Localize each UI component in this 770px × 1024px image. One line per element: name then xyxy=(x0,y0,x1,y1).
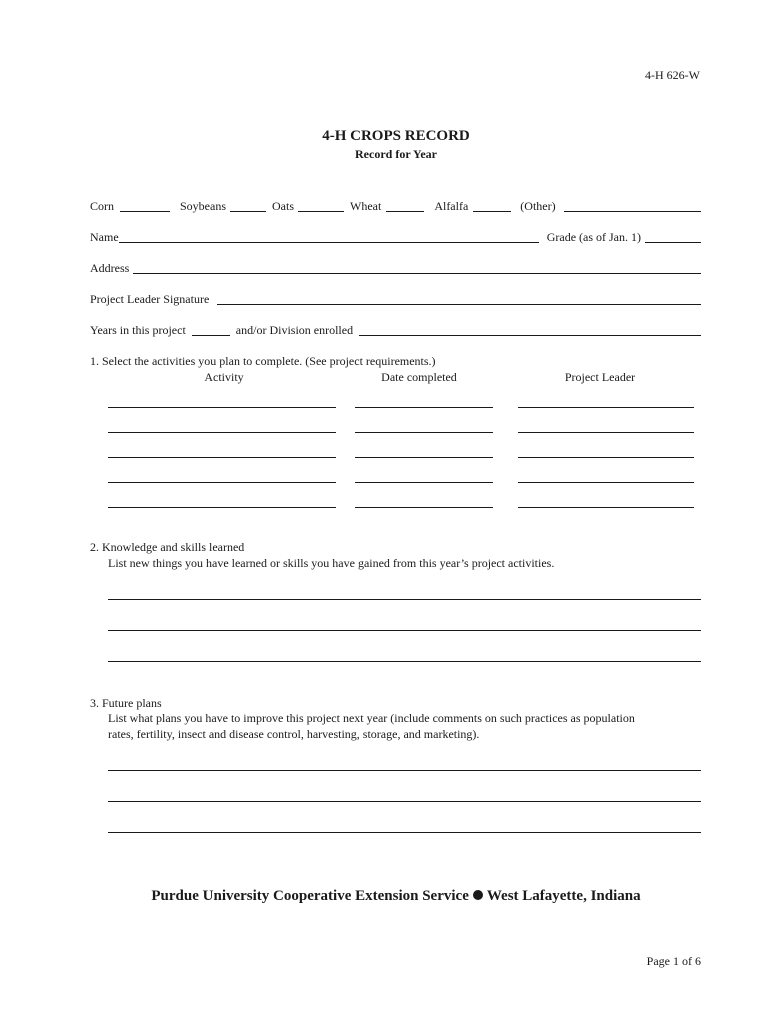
page-number: Page 1 of 6 xyxy=(646,954,701,968)
leader-field[interactable] xyxy=(518,482,694,483)
name-row xyxy=(90,231,701,243)
footer-extension-service: Purdue University Cooperative Extension Service xyxy=(151,888,469,904)
activity-field[interactable] xyxy=(108,482,336,483)
activity-field[interactable] xyxy=(108,457,336,458)
footer-institution xyxy=(0,889,770,904)
leader-column-header: Project Leader xyxy=(564,370,636,384)
knowledge-line[interactable] xyxy=(108,661,701,662)
future-plans-line[interactable] xyxy=(108,801,701,802)
years-field[interactable] xyxy=(192,324,230,336)
other-crop-label: (Other) xyxy=(520,199,556,213)
date-field[interactable] xyxy=(355,432,493,433)
section3-title: 3. Future plans xyxy=(90,696,162,710)
name-label: Name xyxy=(90,230,119,244)
page-title: 4-H CROPS RECORD xyxy=(322,128,470,144)
years-label: Years in this project xyxy=(90,323,186,337)
leader-signature-label: Project Leader Signature xyxy=(90,292,210,306)
activity-field[interactable] xyxy=(108,507,336,508)
soybeans-label: Soybeans xyxy=(180,199,226,213)
knowledge-line[interactable] xyxy=(108,630,701,631)
section1-title: 1. Select the activities you plan to complete. (See project requirements.) xyxy=(90,354,436,368)
future-plans-line[interactable] xyxy=(108,770,701,771)
division-label: and/or Division enrolled xyxy=(235,323,354,337)
grade-label: Grade (as of Jan. 1) xyxy=(546,230,641,244)
wheat-field[interactable] xyxy=(386,200,424,212)
name-field[interactable] xyxy=(119,231,539,243)
leader-field[interactable] xyxy=(518,457,694,458)
division-field[interactable] xyxy=(359,324,701,336)
section2-title: 2. Knowledge and skills learned xyxy=(90,540,245,554)
activity-field[interactable] xyxy=(108,432,336,433)
date-field[interactable] xyxy=(355,457,493,458)
bullet-icon xyxy=(473,890,483,900)
form-number: 4-H 626-W xyxy=(645,68,700,82)
date-field[interactable] xyxy=(355,407,493,408)
section3-instructions-line1: List what plans you have to improve this project next year (include comments on such practices as population xyxy=(108,711,635,725)
knowledge-line[interactable] xyxy=(108,599,701,600)
leader-field[interactable] xyxy=(518,507,694,508)
oats-label: Oats xyxy=(272,199,294,213)
footer-location: West Lafayette, Indiana xyxy=(486,888,641,904)
wheat-label: Wheat xyxy=(350,199,382,213)
crops-row xyxy=(90,200,701,212)
corn-label: Corn xyxy=(90,199,114,213)
years-row xyxy=(90,324,701,336)
other-crop-field[interactable] xyxy=(564,200,701,212)
signature-row xyxy=(90,293,701,305)
page-subtitle: Record for Year xyxy=(355,147,437,161)
leader-field[interactable] xyxy=(518,432,694,433)
leader-field[interactable] xyxy=(518,407,694,408)
oats-field[interactable] xyxy=(298,200,344,212)
date-column-header: Date completed xyxy=(381,370,457,384)
alfalfa-field[interactable] xyxy=(473,200,511,212)
activity-field[interactable] xyxy=(108,407,336,408)
date-field[interactable] xyxy=(355,507,493,508)
address-label: Address xyxy=(90,261,130,275)
activity-column-header: Activity xyxy=(204,370,244,384)
address-field[interactable] xyxy=(133,262,701,274)
section3-instructions-line2: rates, fertility, insect and disease control, harvesting, storage, and marketing). xyxy=(108,727,480,741)
corn-field[interactable] xyxy=(120,200,170,212)
future-plans-line[interactable] xyxy=(108,832,701,833)
alfalfa-label: Alfalfa xyxy=(434,199,469,213)
soybeans-field[interactable] xyxy=(230,200,266,212)
grade-field[interactable] xyxy=(645,231,701,243)
address-row xyxy=(90,262,701,274)
section2-instructions: List new things you have learned or skills you have gained from this year’s project activities. xyxy=(108,556,555,570)
leader-signature-field[interactable] xyxy=(217,293,701,305)
date-field[interactable] xyxy=(355,482,493,483)
